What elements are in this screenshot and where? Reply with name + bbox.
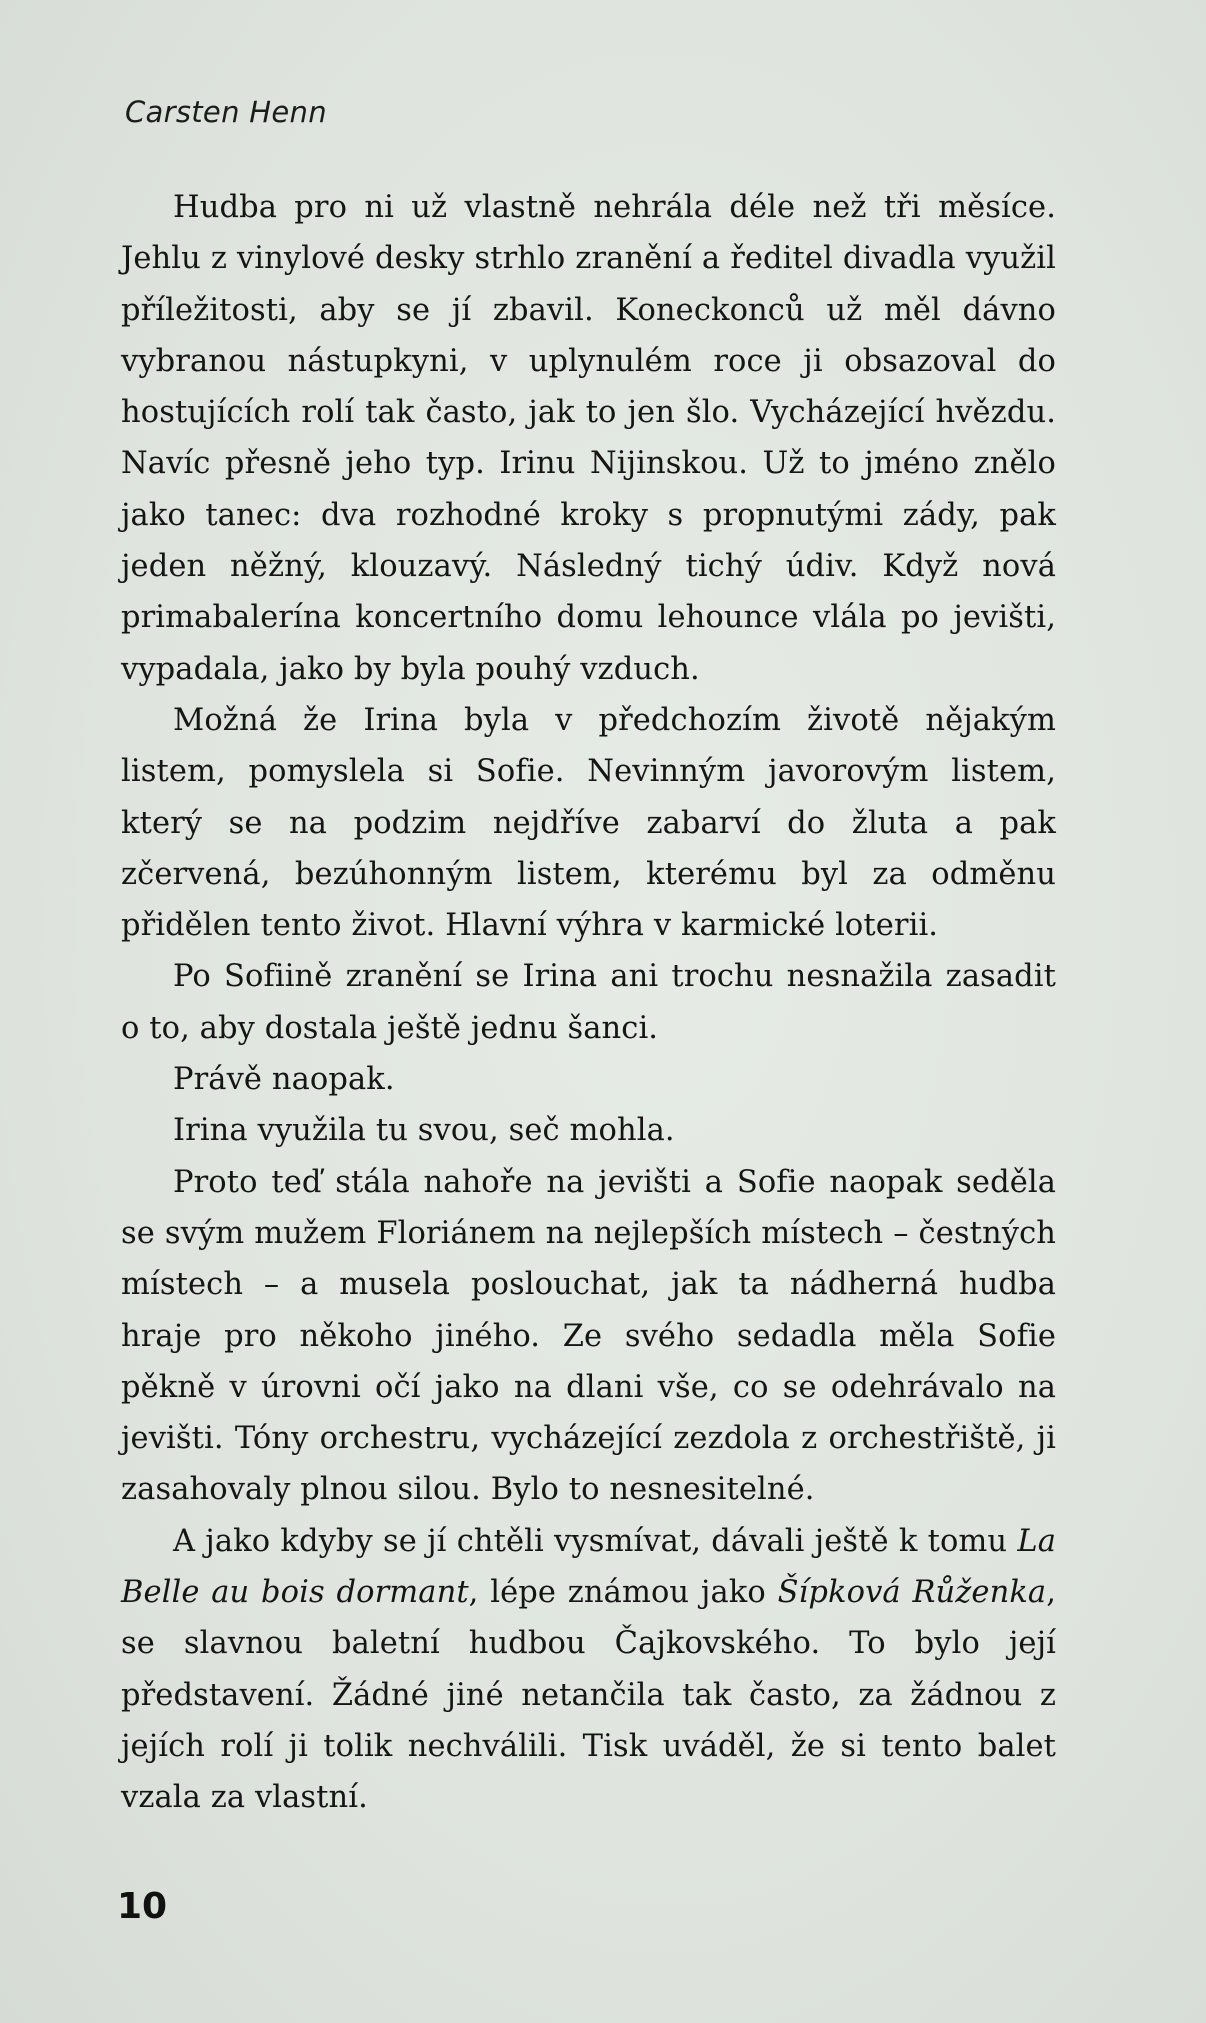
paragraph-4: Právě naopak. [173,1062,395,1098]
paragraph-5: Irina využila tu svou, seč mohla. [173,1113,675,1149]
paragraph-3: Po Sofiině zranění se Irina ani trochu nesnažila zasadit o to, aby dostala ještě jednu šanci. [121,959,1056,1046]
paragraph-7-end: , se slavnou baletní hudbou Čajkovského. To bylo její představení. Žádné jiné netančila tak často, za žádnou z jejích rolí ji tolik nechválili. Tisk uváděl, že si tento balet vzala za vlastní. [121,1575,1056,1816]
running-head-author: Carsten Henn [125,95,327,129]
paragraph-7-start: A jako kdyby se jí chtěli vysmívat, dávali ještě k tomu [173,1523,1018,1559]
page-number: 10 [117,1886,168,1927]
paragraph-2: Možná že Irina byla v předchozím životě nějakým listem, pomyslela si Sofie. Nevinným javorovým listem, který se na podzim nejdříve zabarví do žluta a pak zčervená, bezúhonným listem, kterému byl za odměnu přidělen tento život. Hlavní výhra v karmické loterii. [121,702,1056,944]
paragraph-7-middle: , lépe známou jako [468,1575,778,1611]
paragraph-1: Hudba pro ni už vlastně nehrála déle než tři měsíce. Jehlu z vinylové desky strhlo zranění a ředitel divadla využil příležitosti, aby se jí zbavil. Koneckonců už měl dávno vybranou nástupkyni, v uplynulém roce ji obsazoval do hostujících rolí tak často, jak to jen šlo. Vycházející hvězdu. Navíc přesně jeho typ. Irinu Nijinskou. Už to jméno znělo jako tanec: dva rozhodné kroky s propnutými zády, pak jeden něžný, klouzavý. Následný tichý údiv. Když nová primabalerína koncertního domu lehounce vlála po jevišti, vypadala, jako by byla pouhý vzduch. [121,190,1056,687]
work-title-czech: Šípková Růženka [777,1575,1047,1611]
paragraph-6: Proto teď stála nahoře na jevišti a Sofie naopak seděla se svým mužem Floriánem na nejlepších místech – čestných místech – a musela poslouchat, jak ta nádherná hudba hraje pro někoho jiného. Ze svého sedadla měla Sofie pěkně v úrovni očí jako na dlani vše, co se odehrávalo na jevišti. Tóny orchestru, vycházející zezdola z orchestřiště, ji zasahovaly plnou silou. Bylo to nesnesitelné. [121,1164,1056,1508]
body-text [121,182,1056,1824]
work-title-french: La Belle au bois dormant [121,1523,1056,1611]
paragraph-7 [121,1516,1056,1824]
